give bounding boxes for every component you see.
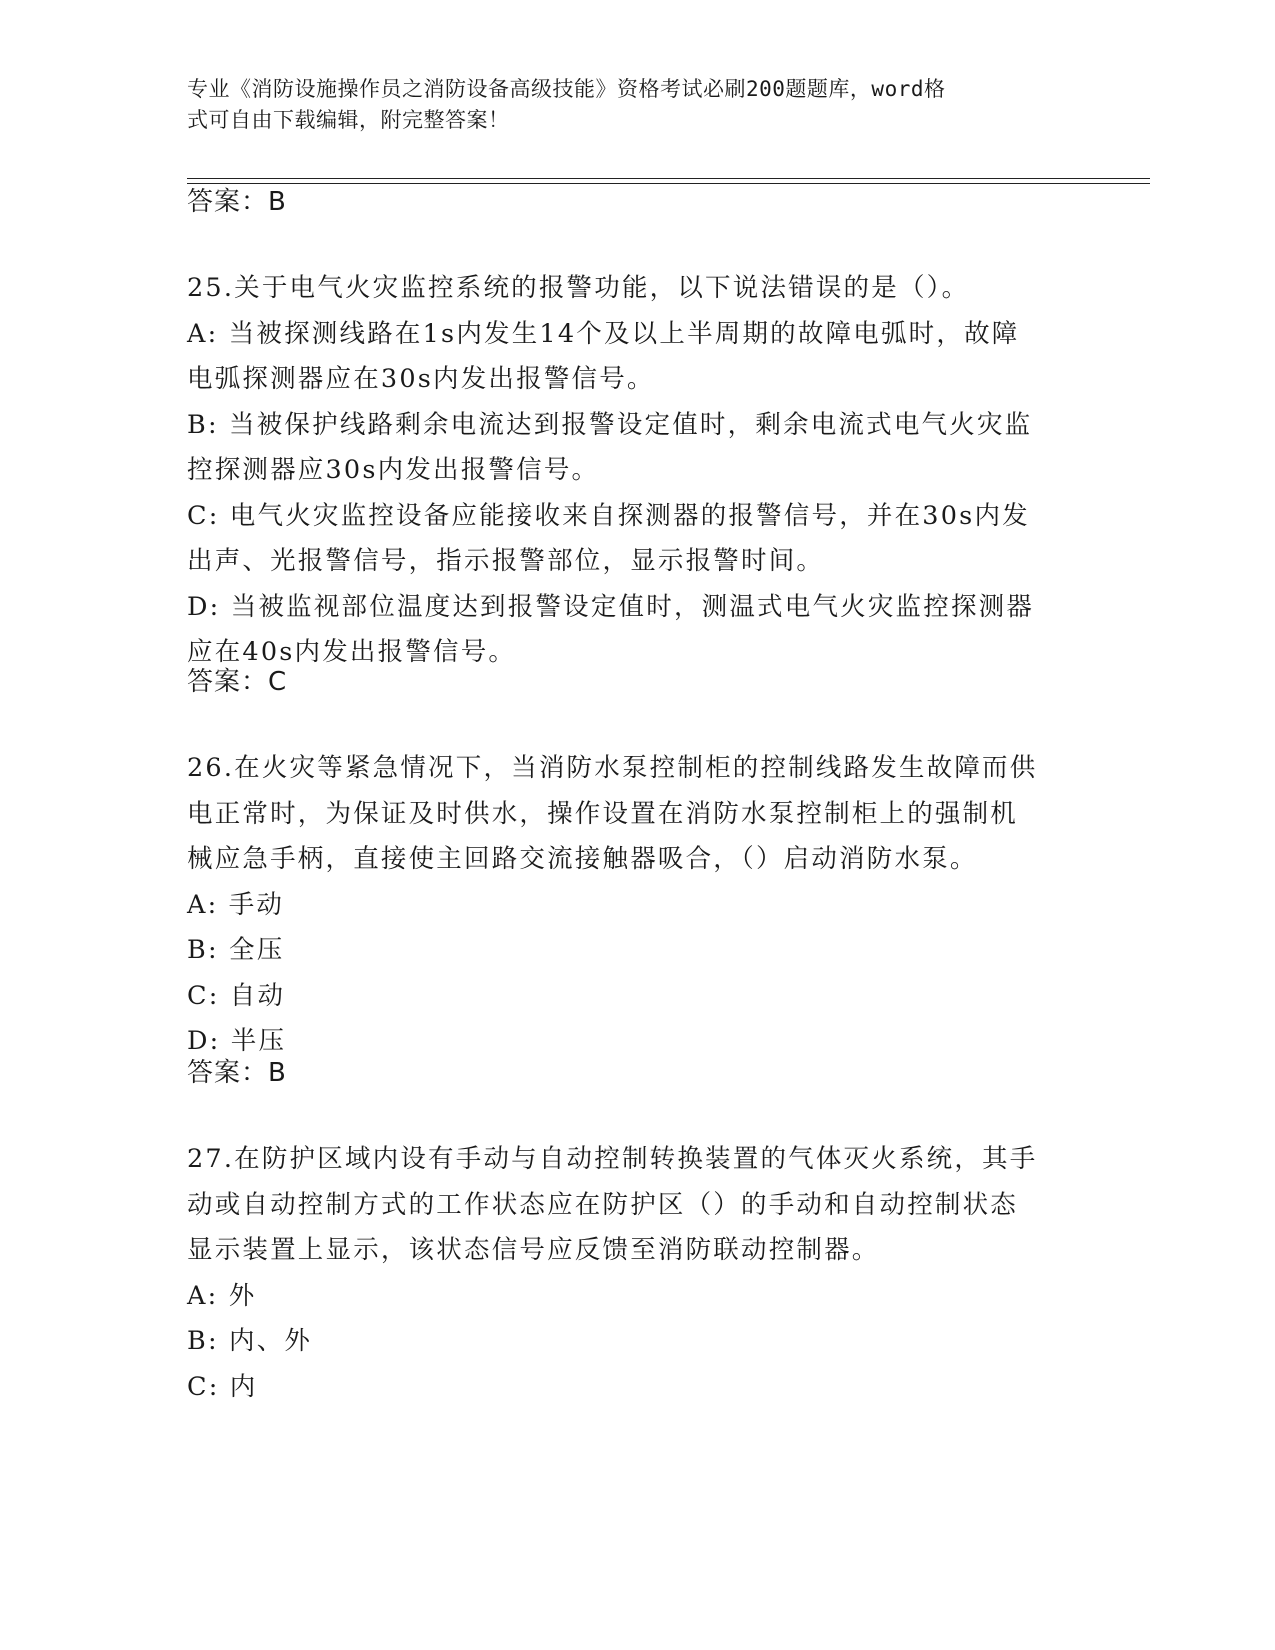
option-c: C: 自动 [187, 980, 286, 1011]
option-a-line-2: 电弧探测器应在30s内发出报警信号。 [187, 364, 655, 394]
question-stem-line: 电正常时，为保证及时供水，操作设置在消防水泵控制柜上的强制机 [187, 798, 1019, 829]
question-26 [187, 746, 1077, 1065]
question-stem-line: 显示装置上显示，该状态信号应反馈至消防联动控制器。 [187, 1235, 880, 1265]
option-b: B: 内、外 [187, 1326, 313, 1356]
question-25 [187, 266, 1077, 676]
option-a: A: 手动 [187, 889, 285, 920]
option-b-line-1: B: 当被保护线路剩余电流达到报警设定值时，剩余电流式电气火灾监 [187, 409, 1033, 440]
option-c-line-2: 出声、光报警信号，指示报警部位，显示报警时间。 [187, 546, 825, 576]
answer-25: 答案：C [187, 667, 288, 697]
question-stem-line: 动或自动控制方式的工作状态应在防护区（）的手动和自动控制状态 [187, 1189, 1019, 1220]
option-d-line-1: D: 当被监视部位温度达到报警设定值时，测温式电气火灾监控探测器 [187, 591, 1035, 622]
page-header [187, 74, 1067, 136]
option-b-line-2: 控探测器应30s内发出报警信号。 [187, 455, 600, 485]
answer-26: 答案：B [187, 1058, 287, 1088]
question-stem-line: 27.在防护区域内设有手动与自动控制转换装置的气体灭火系统，其手 [187, 1144, 1038, 1174]
header-divider-top [187, 178, 1150, 179]
question-stem-line: 26.在火灾等紧急情况下，当消防水泵控制柜的控制线路发生故障而供 [187, 753, 1038, 783]
previous-answer: 答案：B [187, 187, 287, 217]
header-divider-bottom [187, 183, 1150, 184]
question-stem-line: 25.关于电气火灾监控系统的报警功能，以下说法错误的是（）。 [187, 273, 970, 303]
question-27 [187, 1137, 1077, 1410]
option-b: B: 全压 [187, 935, 285, 965]
question-stem-line: 械应急手柄，直接使主回路交流接触器吸合，（）启动消防水泵。 [187, 844, 978, 874]
option-a: A: 外 [187, 1280, 257, 1311]
option-a-line-1: A: 当被探测线路在1s内发生14个及以上半周期的故障电弧时，故障 [187, 318, 1020, 349]
header-line-2: 式可自由下载编辑，附完整答案！ [187, 108, 510, 132]
option-d-line-2: 应在40s内发出报警信号。 [187, 637, 517, 667]
option-c-line-1: C: 电气火灾监控设备应能接收来自探测器的报警信号，并在30s内发 [187, 500, 1030, 531]
option-d: D: 半压 [187, 1026, 287, 1056]
header-line-1: 专业《消防设施操作员之消防设备高级技能》资格考试必刷200题题库，word格 [187, 77, 946, 101]
option-c: C: 内 [187, 1371, 258, 1402]
